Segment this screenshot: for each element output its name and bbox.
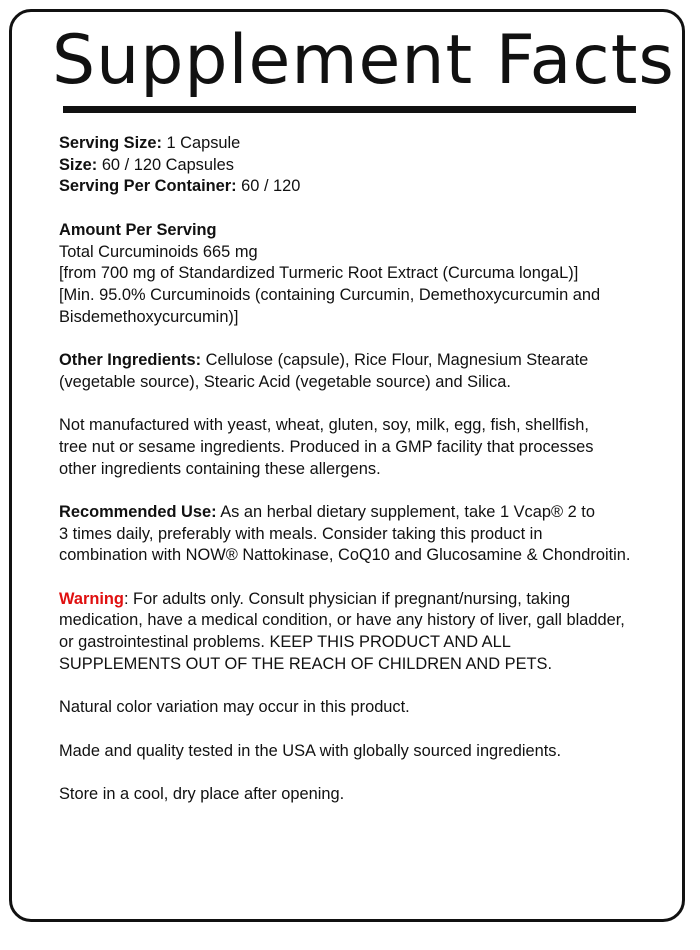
other-ingredients-line [59, 350, 689, 372]
serving-size-value: 1 Capsule [161, 134, 241, 152]
size-value: 60 / 120 Capsules [97, 155, 234, 174]
title-divider [63, 106, 636, 113]
warning-text: or gastrointestinal problems. KEEP THIS PRODUCT AND ALL [59, 633, 511, 652]
other-ingredients-text: (vegetable source), Stearic Acid (vegetable source) and Silica. [59, 372, 511, 391]
warning-label: Warning [59, 589, 124, 608]
made-in-usa-note: Made and quality tested in the USA with globally sourced ingredients. [59, 741, 562, 760]
amount-line: Bisdemethoxycurcumin)] [59, 307, 239, 326]
storage-note: Store in a cool, dry place after opening. [59, 784, 345, 803]
warning-text: medication, have a medical condition, or have any history of liver, gall bladder, [59, 611, 625, 630]
per-container-label: Serving Per Container: [59, 177, 237, 196]
amount-heading: Amount Per Serving [59, 220, 217, 239]
amount-line: [from 700 mg of Standardized Turmeric Root Extract (Curcuma longaL)] [59, 264, 579, 283]
warning-text: SUPPLEMENTS OUT OF THE REACH OF CHILDREN AND PETS. [59, 654, 553, 673]
per-container-line [59, 176, 689, 198]
allergen-line: tree nut or sesame ingredients. Produced in a GMP facility that processes [59, 437, 594, 456]
size-label: Size: [59, 155, 98, 174]
other-ingredients-label: Other Ingredients: [59, 351, 202, 369]
allergen-line: other ingredients containing these allergens. [59, 459, 381, 478]
other-ingredients-text: Cellulose (capsule), Rice Flour, Magnesium Stearate [201, 351, 589, 369]
per-container-value: 60 / 120 [236, 177, 301, 196]
recommended-use-text: 3 times daily, preferably with meals. Consider taking this product in [59, 524, 543, 543]
recommended-use-line [59, 502, 689, 524]
serving-size-line [59, 133, 689, 155]
serving-size-label: Serving Size: [59, 134, 162, 152]
recommended-use [59, 502, 689, 567]
warning-line [59, 589, 689, 611]
warning-text: : For adults only. Consult physician if pregnant/nursing, taking [123, 589, 571, 608]
allergen-line: Not manufactured with yeast, wheat, gluten, soy, milk, egg, fish, shellfish, [59, 416, 589, 435]
color-variation-note: Natural color variation may occur in this product. [59, 698, 410, 717]
other-ingredients [59, 350, 689, 393]
amount-line: [Min. 95.0% Curcuminoids (containing Curcumin, Demethoxycurcumin and [59, 285, 601, 304]
facts-content [59, 133, 689, 827]
amount-line: Total Curcuminoids 665 mg [59, 242, 258, 261]
page-title: Supplement Facts [52, 21, 675, 100]
allergen-statement [59, 415, 689, 480]
size-line [59, 155, 689, 177]
recommended-use-text: combination with NOW® Nattokinase, CoQ10 and Glucosamine & Chondroitin. [59, 546, 631, 565]
serving-info [59, 133, 689, 198]
warning-statement [59, 589, 689, 676]
amount-per-serving [59, 220, 689, 329]
recommended-use-label: Recommended Use: [59, 502, 217, 521]
recommended-use-text: As an herbal dietary supplement, take 1 Vcap® 2 to [216, 502, 595, 521]
